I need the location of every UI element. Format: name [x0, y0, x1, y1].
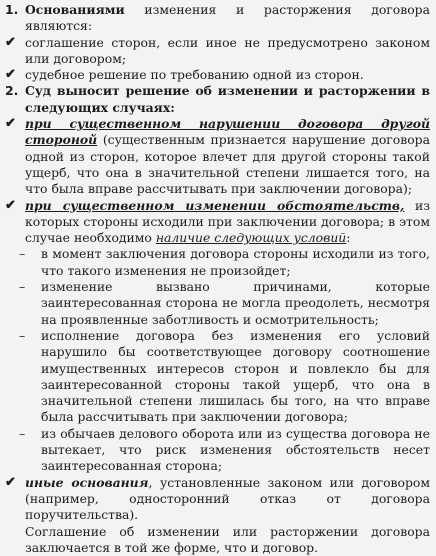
check-icon: ✔	[5, 198, 16, 214]
condition-item	[5, 279, 430, 328]
section-1-lead: Основаниями	[25, 2, 125, 17]
dash-marker: –	[19, 279, 25, 295]
condition-item	[5, 246, 430, 279]
section-1-number: 1.	[5, 2, 18, 18]
section-2-item-2-end: :	[346, 230, 350, 245]
section-2-item-2-mid: из которых стороны исходили при заключении договора; в этом случае необходимо	[25, 198, 430, 246]
section-2-item-2-conditions: наличие следующих условий	[156, 230, 346, 245]
check-icon: ✔	[5, 67, 16, 83]
section-2-item-3	[5, 475, 430, 524]
section-1-item-1-text: соглашение сторон, если иное не предусмотрено законом или договором;	[25, 35, 430, 66]
dash-marker: –	[19, 328, 25, 344]
check-icon: ✔	[5, 35, 16, 51]
check-icon: ✔	[5, 475, 16, 491]
section-2-item-3-rest: , установленные законом или договором (например, односторонний отказ от договора поручительства).	[25, 475, 430, 523]
dash-marker: –	[19, 426, 25, 442]
section-2-item-2-lead: при существенном изменении обстоятельств,	[25, 198, 404, 213]
section-2-item-1-lead: при существенном нарушении договора другой стороной	[25, 116, 430, 147]
section-1-item-2	[5, 67, 430, 83]
dash-marker: –	[19, 246, 25, 262]
section-2-heading	[5, 83, 430, 116]
check-icon: ✔	[5, 116, 16, 132]
section-1-heading	[5, 2, 430, 35]
condition-item	[5, 426, 430, 475]
section-1-item-1	[5, 35, 430, 68]
condition-text: в момент заключения договора стороны исходили из того, что такого изменения не произойдет;	[41, 246, 430, 277]
closing-paragraph: Соглашение об изменении или расторжении договора заключается в той же форме, что и договор.	[5, 524, 430, 556]
condition-item	[5, 328, 430, 426]
section-1-item-2-text: судебное решение по требованию одной из сторон.	[25, 67, 364, 82]
condition-text: из обычаев делового оборота или из существа договора не вытекает, что риск изменения обстоятельств несет заинтересованная сторона;	[41, 426, 430, 474]
section-2-heading-text: Суд выносит решение об изменении и расторжении в следующих случаях:	[25, 83, 430, 114]
section-2-item-1	[5, 116, 430, 197]
section-1-rest: изменения и расторжения договора являются:	[25, 2, 430, 33]
section-2-item-1-rest: (существенным признается нарушение договора одной из сторон, которое влечет для другой стороны такой ущерб, что она в значительной степени лишается того, на что была вправе рассчитывать при заключении договора);	[25, 132, 430, 196]
condition-text: исполнение договора без изменения его условий нарушило бы соответствующее договору соотношение имущественных интересов сторон и повлекло бы для заинтересованной стороны такой ущерб, что она в значительной степени лишилась бы того, на что вправе была рассчитывать при заключении договора;	[41, 328, 430, 424]
section-2-item-3-lead: иные основания	[25, 475, 149, 490]
section-2-number: 2.	[5, 83, 18, 99]
section-2-item-2	[5, 198, 430, 247]
condition-text: изменение вызвано причинами, которые заинтересованная сторона не могла преодолеть, несмотря на проявленные заботливость и осмотрительность;	[41, 279, 430, 327]
